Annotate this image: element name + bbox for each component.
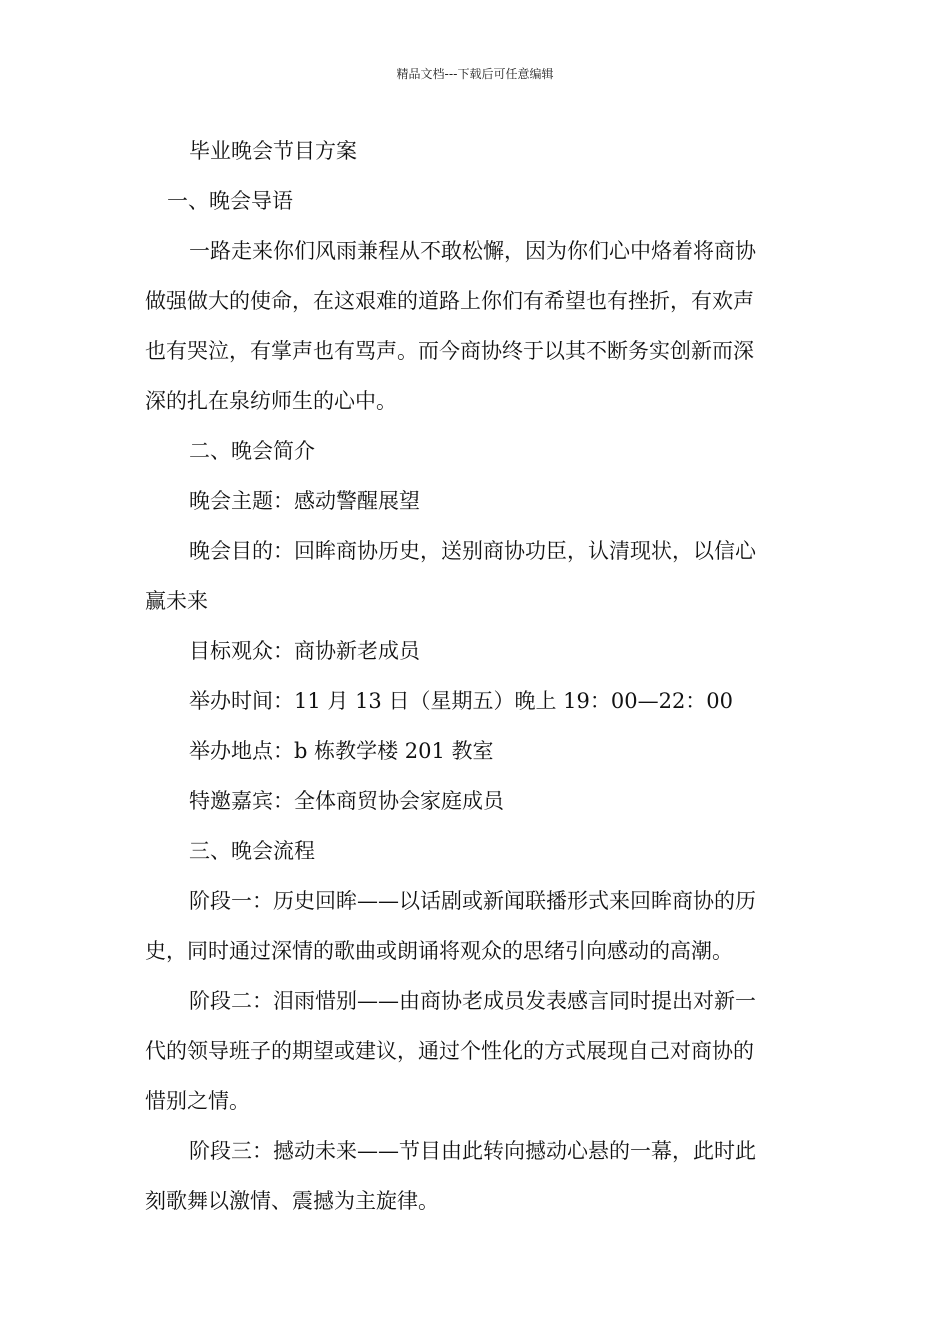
stage2-line-1: 阶段二：泪雨惜别——由商协老成员发表感言同时提出对新一 <box>189 989 756 1013</box>
section-heading-overview: 二、晚会简介 <box>189 439 315 463</box>
intro-line-3: 也有哭泣，有掌声也有骂声。而今商协终于以其不断务实创新而深 <box>145 339 754 363</box>
section-heading-flow: 三、晚会流程 <box>189 839 315 863</box>
stage3-line-2: 刻歌舞以激情、震撼为主旋律。 <box>145 1189 439 1213</box>
stage1-line-1: 阶段一：历史回眸——以话剧或新闻联播形式来回眸商协的历 <box>189 889 756 913</box>
intro-line-2: 做强做大的使命，在这艰难的道路上你们有希望也有挫折，有欢声 <box>145 289 754 313</box>
stage2-line-2: 代的领导班子的期望或建议，通过个性化的方式展现自己对商协的 <box>145 1039 754 1063</box>
overview-audience: 目标观众：商协新老成员 <box>189 639 420 663</box>
stage3-line-1: 阶段三：撼动未来——节目由此转向撼动心悬的一幕，此时此 <box>189 1139 756 1163</box>
overview-location: 举办地点：b 栋教学楼 201 教室 <box>189 739 494 763</box>
overview-purpose-line-1: 晚会目的：回眸商协历史，送别商协功臣，认清现状，以信心 <box>189 539 756 563</box>
overview-theme: 晚会主题：感动警醒展望 <box>189 489 420 513</box>
overview-purpose-line-2: 赢未来 <box>145 589 208 613</box>
stage2-line-3: 惜别之情。 <box>145 1089 250 1113</box>
section-heading-intro: 一、晚会导语 <box>167 189 293 213</box>
stage1-line-2: 史，同时通过深情的歌曲或朗诵将观众的思绪引向感动的高潮。 <box>145 939 733 963</box>
intro-line-4: 深的扎在泉纺师生的心中。 <box>145 389 397 413</box>
document-body <box>145 126 809 1226</box>
overview-guests: 特邀嘉宾：全体商贸协会家庭成员 <box>189 789 504 813</box>
document-title: 毕业晚会节目方案 <box>189 139 357 163</box>
intro-line-1: 一路走来你们风雨兼程从不敢松懈，因为你们心中烙着将商协 <box>189 239 756 263</box>
page-header: 精品文档---下载后可任意编辑 <box>396 67 554 81</box>
overview-time: 举办时间：11 月 13 日（星期五）晚上 19：00—22：00 <box>189 689 734 713</box>
